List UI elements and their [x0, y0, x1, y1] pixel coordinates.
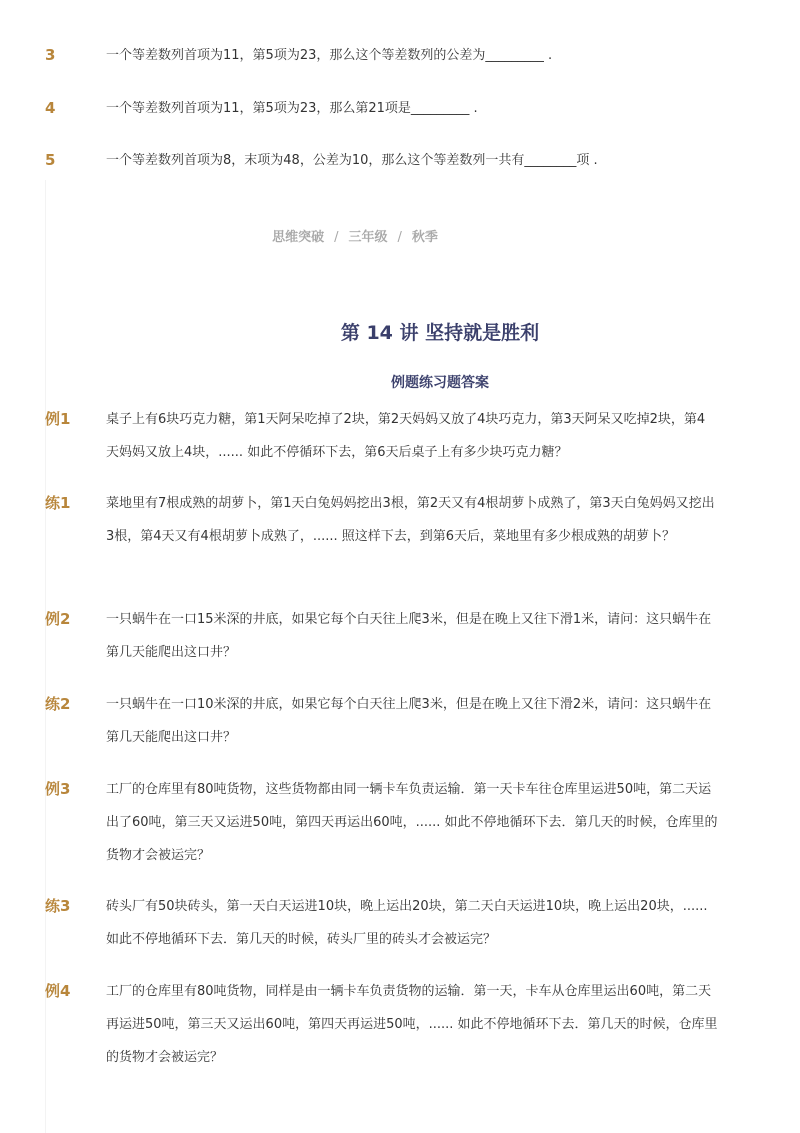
page-footer [0, 226, 710, 250]
lecture-subtitle: 例题练习题答案 [391, 375, 489, 391]
example-label: 例3 [45, 780, 71, 798]
example-label: 例1 [45, 410, 71, 428]
footer-grade: 三年级 [348, 230, 388, 245]
example-text: 工厂的仓库里有80吨货物，这些货物都由同一辆卡车负责运输．第一天卡车往仓库里运进50吨，第二天运出了60吨，第三天又运进50吨，第四天再运出60吨，...... 如此不停地循环下去．第几天的时候，仓库里的货物才会被运完？ [106, 782, 718, 863]
problem-text: 一个等差数列首项为8，末项为48，公差为10，那么这个等差数列一共有________项 . [106, 153, 598, 168]
footer-separator: / [334, 230, 339, 245]
example-text: 工厂的仓库里有80吨货物，同样是由一辆卡车负责货物的运输．第一天，卡车从仓库里运出60吨，第二天再运进50吨，第三天又运出60吨，第四天再运进50吨，...... 如此不停地循环下去．第几天的时候，仓库里的货物才会被运完？ [106, 984, 718, 1065]
example-text: 一只蜗牛在一口15米深的井底，如果它每个白天往上爬3米，但是在晚上又往下滑1米，请问：这只蜗牛在第几天能爬出这口井？ [106, 612, 712, 660]
example-text: 砖头厂有50块砖头，第一天白天运进10块，晚上运出20块，第二天白天运进10块，晚上运出20块，......如此不停地循环下去．第几天的时候，砖头厂里的砖头才会被运完？ [106, 899, 708, 947]
problem-text: 一个等差数列首项为11，第5项为23，那么这个等差数列的公差为_________ . [106, 48, 553, 63]
example-label: 例2 [45, 610, 71, 628]
example-label: 练2 [45, 695, 71, 713]
footer-separator: / [397, 230, 402, 245]
problem-number: 5 [45, 151, 56, 169]
example-text: 桌子上有6块巧克力糖，第1天阿呆吃掉了2块，第2天妈妈又放了4块巧克力，第3天阿呆又吃掉2块，第4天妈妈又放上4块，...... 如此不停循环下去，第6天后桌子上有多少块巧克力糖？ [106, 412, 706, 460]
example-label: 练1 [45, 494, 71, 512]
example-label: 例4 [45, 982, 71, 1000]
example-label: 练3 [45, 897, 71, 915]
lecture-title: 第 14 讲 坚持就是胜利 [340, 322, 540, 344]
example-text: 一只蜗牛在一口10米深的井底，如果它每个白天往上爬3米，但是在晚上又往下滑2米，请问：这只蜗牛在第几天能爬出这口井？ [106, 697, 712, 745]
footer-course: 思维突破 [272, 230, 325, 245]
problem-text: 一个等差数列首项为11，第5项为23，那么第21项是_________ . [106, 101, 478, 116]
footer-season: 秋季 [411, 230, 438, 245]
problem-number: 3 [45, 46, 56, 64]
problem-number: 4 [45, 99, 56, 117]
example-text: 菜地里有7根成熟的胡萝卜，第1天白兔妈妈挖出3根，第2天又有4根胡萝卜成熟了，第3天白兔妈妈又挖出3根，第4天又有4根胡萝卜成熟了，...... 照这样下去，到第6天后，菜地里有多少根成熟的胡萝卜？ [106, 496, 715, 544]
